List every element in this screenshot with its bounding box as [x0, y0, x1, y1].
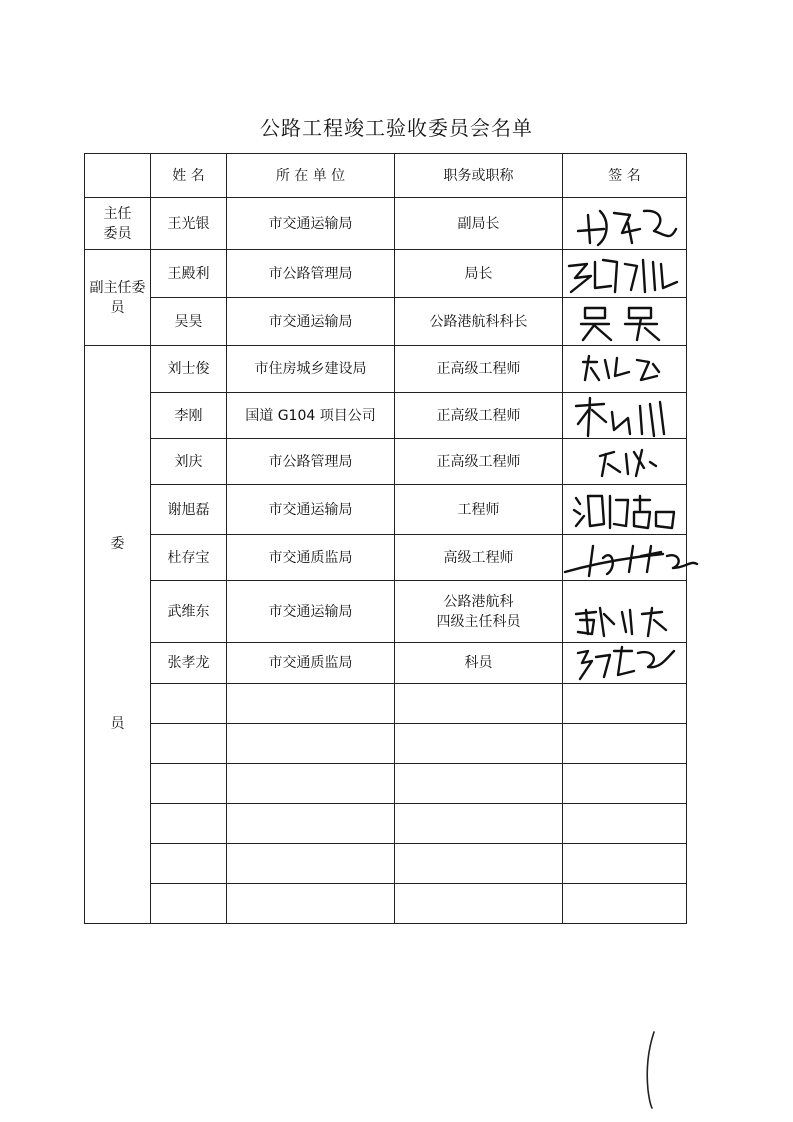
member-unit: 市住房城乡建设局: [227, 346, 395, 393]
margin-pen-mark: [640, 1030, 660, 1110]
member-title: 副局长: [395, 198, 563, 250]
group-members: [85, 346, 151, 924]
signature-image: [565, 252, 685, 296]
member-name: 武维东: [151, 581, 227, 643]
blank-cell: [395, 844, 563, 884]
blank-cell: [563, 724, 687, 764]
page-title: 公路工程竣工验收委员会名单: [260, 116, 533, 140]
blank-cell: [563, 844, 687, 884]
table-row: [85, 439, 687, 485]
blank-cell: [227, 844, 395, 884]
signature-cell: [563, 581, 687, 643]
signature-cell: [563, 643, 687, 684]
signature-cell: [563, 439, 687, 485]
signature-image: [575, 350, 675, 388]
header-title: 职务或职称: [395, 154, 563, 198]
blank-cell: [395, 804, 563, 844]
signature-image: [570, 201, 680, 247]
signature-image: [570, 488, 680, 532]
blank-cell: [151, 684, 227, 724]
member-unit: 市交通运输局: [227, 581, 395, 643]
blank-cell: [563, 764, 687, 804]
signature-cell: [563, 250, 687, 298]
member-unit: 市公路管理局: [227, 439, 395, 485]
member-title: 科员: [395, 643, 563, 684]
table-row-blank: [85, 804, 687, 844]
member-name: 谢旭磊: [151, 485, 227, 535]
table-row-blank: [85, 724, 687, 764]
member-name: 王殿利: [151, 250, 227, 298]
header-signature: 签 名: [563, 154, 687, 198]
member-unit: 国道 G104 项目公司: [227, 393, 395, 439]
table-row: [85, 643, 687, 684]
blank-cell: [395, 884, 563, 924]
table-row: [85, 346, 687, 393]
blank-cell: [227, 764, 395, 804]
member-name: 李刚: [151, 393, 227, 439]
blank-cell: [563, 804, 687, 844]
signature-cell: [563, 485, 687, 535]
group-vice-chair: 副主任委员: [85, 250, 151, 346]
blank-cell: [563, 884, 687, 924]
member-name: 王光银: [151, 198, 227, 250]
blank-cell: [395, 764, 563, 804]
member-unit: 市公路管理局: [227, 250, 395, 298]
blank-cell: [227, 884, 395, 924]
committee-table: [84, 153, 687, 924]
member-title: [395, 581, 563, 643]
blank-cell: [227, 804, 395, 844]
header-group: [85, 154, 151, 198]
table-row: [85, 250, 687, 298]
group-chair: 主任委员: [85, 198, 151, 250]
member-title: 公路港航科科长: [395, 298, 563, 346]
member-title-line-2: 四级主任科员: [436, 613, 521, 630]
table-row: [85, 485, 687, 535]
header-unit: 所 在 单 位: [227, 154, 395, 198]
blank-cell: [563, 684, 687, 724]
member-unit: 市交通运输局: [227, 298, 395, 346]
signature-cell: [563, 298, 687, 346]
member-unit: 市交通运输局: [227, 198, 395, 250]
table-row: [85, 393, 687, 439]
signature-image: [570, 643, 680, 683]
blank-cell: [227, 684, 395, 724]
blank-cell: [395, 724, 563, 764]
table-row-blank: [85, 844, 687, 884]
table-row: [85, 535, 687, 581]
group-members-char-1: 委: [110, 536, 125, 552]
signature-image: [570, 394, 680, 438]
table-row: [85, 298, 687, 346]
member-unit: 市交通质监局: [227, 535, 395, 581]
table-row-blank: [85, 684, 687, 724]
member-title: 局长: [395, 250, 563, 298]
signature-image: [575, 300, 675, 344]
table-row-blank: [85, 884, 687, 924]
member-title: 正高级工程师: [395, 346, 563, 393]
table-header-row: [85, 154, 687, 198]
blank-cell: [151, 804, 227, 844]
member-unit: 市交通运输局: [227, 485, 395, 535]
member-name: 杜存宝: [151, 535, 227, 581]
signature-image: [563, 538, 703, 578]
member-name: 张孝龙: [151, 643, 227, 684]
member-name: 刘士俊: [151, 346, 227, 393]
blank-cell: [151, 724, 227, 764]
table-row: [85, 581, 687, 643]
blank-cell: [395, 684, 563, 724]
table-row: [85, 198, 687, 250]
member-unit: 市交通质监局: [227, 643, 395, 684]
member-name: 刘庆: [151, 439, 227, 485]
blank-cell: [151, 884, 227, 924]
signature-image: [580, 442, 670, 482]
member-title: 工程师: [395, 485, 563, 535]
table-row-blank: [85, 764, 687, 804]
member-title: 正高级工程师: [395, 439, 563, 485]
header-name: 姓 名: [151, 154, 227, 198]
member-title: 高级工程师: [395, 535, 563, 581]
signature-cell: [563, 393, 687, 439]
blank-cell: [227, 724, 395, 764]
blank-cell: [151, 844, 227, 884]
signature-image: [570, 600, 680, 640]
group-members-char-2: 员: [110, 716, 125, 732]
signature-cell: [563, 535, 687, 581]
member-title-line-1: 公路港航科: [443, 593, 514, 610]
signature-cell: [563, 198, 687, 250]
signature-cell: [563, 346, 687, 393]
blank-cell: [151, 764, 227, 804]
member-name: 吴昊: [151, 298, 227, 346]
member-title: 正高级工程师: [395, 393, 563, 439]
